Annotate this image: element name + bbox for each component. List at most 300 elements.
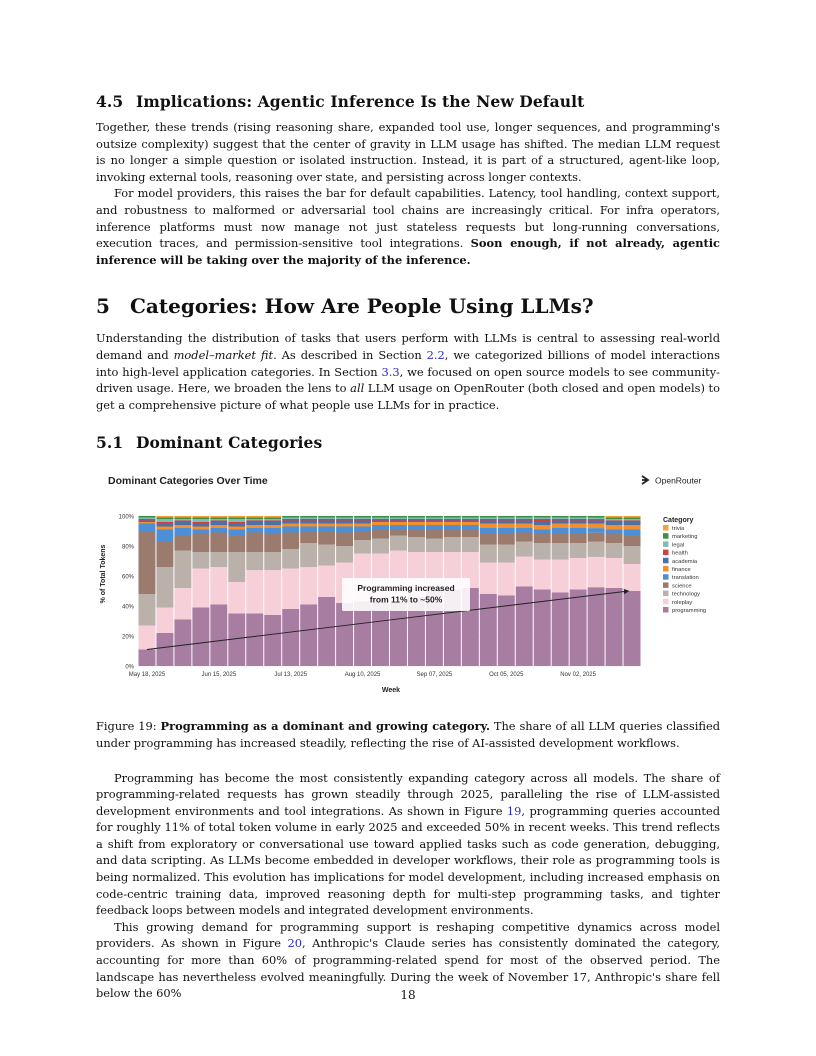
- bar-segment-finance: [228, 527, 245, 530]
- bar-segment-science: [264, 534, 281, 552]
- bar-segment-health: [444, 519, 461, 521]
- bar-segment-academia: [534, 522, 551, 525]
- bar-segment-technology: [408, 537, 425, 552]
- bar-segment-science: [282, 533, 299, 550]
- legend-item-academia: academia: [672, 559, 698, 566]
- bar-segment-health: [139, 519, 156, 521]
- bar-segment-legal: [174, 519, 191, 521]
- bar-segment-science: [516, 533, 533, 542]
- bar-segment-marketing: [156, 518, 173, 520]
- bar-segment-roleplay: [192, 569, 209, 608]
- bar-segment-health: [264, 521, 281, 523]
- bar-segment-marketing: [426, 516, 443, 518]
- bar-segment-marketing: [318, 516, 335, 518]
- bar-segment-legal: [192, 519, 209, 522]
- bar-segment-academia: [408, 521, 425, 523]
- bar-segment-technology: [372, 539, 389, 554]
- bar-segment-technology: [282, 549, 299, 569]
- bar-segment-academia: [462, 521, 479, 523]
- y-tick-label: 20%: [121, 634, 134, 641]
- bar-segment-roleplay: [156, 608, 173, 634]
- bar-segment-translation: [174, 528, 191, 536]
- bar-segment-translation: [318, 527, 335, 532]
- bar-segment-legal: [426, 518, 443, 520]
- bar-segment-legal: [498, 518, 515, 520]
- bar-segment-technology: [174, 551, 191, 589]
- bar-segment-legal: [282, 518, 299, 520]
- bar-segment-marketing: [228, 518, 245, 520]
- legend-swatch: [663, 525, 669, 531]
- bar-segment-academia: [228, 524, 245, 527]
- bar-segment-marketing: [534, 516, 551, 518]
- bar-segment-academia: [192, 524, 209, 527]
- bar-segment-translation: [624, 530, 641, 536]
- chart-svg: [96, 466, 720, 706]
- bar-segment-legal: [300, 518, 317, 520]
- bar-segment-marketing: [480, 516, 497, 518]
- bar-segment-programming: [210, 605, 227, 667]
- bar-segment-legal: [570, 518, 587, 520]
- bar-segment-trivia: [264, 516, 281, 518]
- bar-segment-legal: [372, 518, 389, 520]
- bar-segment-finance: [588, 524, 605, 529]
- bar-segment-finance: [624, 525, 641, 530]
- bar-segment-marketing: [300, 516, 317, 518]
- bar-segment-legal: [318, 518, 335, 520]
- bar-segment-science: [372, 530, 389, 539]
- bar-segment-programming: [336, 603, 353, 666]
- bar-segment-technology: [444, 537, 461, 552]
- y-axis: [119, 515, 135, 671]
- bar-segment-science: [426, 530, 443, 539]
- bar-segment-marketing: [282, 516, 299, 518]
- bar-segment-roleplay: [552, 560, 569, 593]
- bar-segment-technology: [534, 543, 551, 560]
- bar-segment-health: [390, 519, 407, 521]
- bar-segment-translation: [570, 528, 587, 534]
- bar-segment-finance: [426, 522, 443, 525]
- bar-segment-programming: [570, 590, 587, 667]
- bar-segment-programming: [174, 620, 191, 667]
- bar-segment-finance: [606, 525, 623, 530]
- bar-segment-translation: [408, 525, 425, 530]
- bar-segment-academia: [264, 522, 281, 525]
- bar-segment-finance: [552, 524, 569, 529]
- bar-segment-finance: [480, 524, 497, 529]
- bar-segment-marketing: [570, 516, 587, 518]
- bar-segment-roleplay: [246, 570, 263, 614]
- x-tick-label: Nov 02, 2025: [560, 672, 596, 679]
- bar-segment-health: [318, 519, 335, 521]
- bar-segment-academia: [174, 522, 191, 525]
- bar-segment-translation: [246, 528, 263, 533]
- legend-swatch: [663, 558, 669, 564]
- legend-item-translation: translation: [672, 575, 699, 582]
- bar-segment-academia: [606, 522, 623, 525]
- bar-segment-health: [408, 519, 425, 521]
- bar-segment-health: [426, 519, 443, 521]
- bar-segment-academia: [516, 521, 533, 524]
- bar-segment-translation: [498, 528, 515, 534]
- bar-segment-health: [480, 519, 497, 521]
- bar-segment-technology: [390, 536, 407, 551]
- bar-segment-science: [480, 534, 497, 545]
- bar-segment-marketing: [174, 518, 191, 520]
- y-tick-label: 100%: [118, 514, 134, 521]
- bar-segment-health: [462, 519, 479, 521]
- bar-segment-translation: [426, 525, 443, 530]
- bar-segment-health: [246, 521, 263, 523]
- bar-segment-roleplay: [210, 567, 227, 605]
- bar-segment-science: [246, 533, 263, 553]
- bar-segment-translation: [336, 527, 353, 533]
- bar-segment-science: [534, 534, 551, 543]
- bar-segment-marketing: [390, 516, 407, 518]
- bar-segment-academia: [300, 521, 317, 524]
- page-number: 18: [400, 988, 416, 1002]
- bar-segment-health: [534, 519, 551, 522]
- bar-segment-trivia: [246, 516, 263, 518]
- bar-segment-roleplay: [228, 582, 245, 614]
- bar-segment-roleplay: [174, 588, 191, 620]
- bar-segment-programming: [552, 593, 569, 667]
- bar-segment-technology: [318, 545, 335, 566]
- x-tick-label: Sep 07, 2025: [416, 672, 453, 679]
- bar-segment-academia: [444, 521, 461, 523]
- bar-segment-programming: [192, 608, 209, 667]
- bar-segment-academia: [552, 521, 569, 524]
- bar-segment-academia: [318, 521, 335, 524]
- bar-segment-marketing: [192, 518, 209, 520]
- x-tick-label: May 18, 2025: [128, 672, 166, 679]
- paragraph: This growing demand for programming support is reshaping competitive dynamics across model providers. As shown in Figure 20, Anthropic's Claude series has consistently dominated the category, accounting for more than 60% of programming-related spend for most of the observed period. The landscape has nevertheless evolved meaningfully. During the week of November 17, Anthropic's share fell below the 60%: [96, 919, 721, 1001]
- bar-segment-academia: [156, 524, 173, 527]
- bar-segment-legal: [246, 519, 263, 521]
- bar-segment-roleplay: [480, 563, 497, 595]
- legend-swatch: [663, 607, 669, 613]
- bar-segment-health: [588, 519, 605, 521]
- bar-segment-technology: [354, 540, 371, 554]
- bar-segment-translation: [210, 528, 227, 533]
- bar-segment-academia: [498, 521, 515, 524]
- x-tick-label: Jul 13, 2025: [274, 672, 308, 679]
- bar-segment-marketing: [372, 516, 389, 518]
- brand-label: OpenRouter: [655, 475, 702, 486]
- bar-segment-legal: [480, 518, 497, 520]
- bar-segment-finance: [139, 522, 156, 524]
- bar-segment-translation: [516, 528, 533, 533]
- legend-swatch: [663, 583, 669, 589]
- section-5-1-heading: [96, 433, 720, 452]
- bar-segment-science: [228, 536, 245, 553]
- figure-caption: Figure 19: Programming as a dominant and growing category. The share of all LLM queries classified under programming has increased steadily, reflecting the rise of AI-assisted development workflows.: [96, 719, 720, 750]
- bar-segment-academia: [372, 521, 389, 523]
- bar-segment-finance: [156, 527, 173, 530]
- bar-segment-translation: [372, 525, 389, 530]
- legend-swatch: [663, 542, 669, 548]
- bar-segment-roleplay: [588, 557, 605, 587]
- bar-segment-programming: [282, 609, 299, 666]
- chart-title: Dominant Categories Over Time: [108, 475, 268, 488]
- y-tick-label: 40%: [121, 604, 134, 611]
- bar-segment-finance: [498, 524, 515, 529]
- bar-segment-roleplay: [570, 558, 587, 590]
- bar-segment-finance: [246, 525, 263, 528]
- bar-segment-academia: [570, 521, 587, 524]
- bar-segment-legal: [390, 518, 407, 520]
- section-4-5-heading: [96, 92, 720, 111]
- bar-segment-science: [462, 530, 479, 538]
- legend-swatch: [663, 566, 669, 572]
- bar-segment-marketing: [408, 516, 425, 518]
- bar-segment-finance: [354, 524, 371, 527]
- bar-segment-translation: [156, 530, 173, 542]
- bar-segment-translation: [534, 530, 551, 535]
- legend-item-technology: technology: [672, 591, 701, 598]
- bar-segment-roleplay: [282, 569, 299, 610]
- bar-segment-legal: [139, 518, 156, 520]
- bar-segment-academia: [336, 521, 353, 524]
- bar-segment-finance: [300, 524, 317, 527]
- x-axis-label: Week: [381, 687, 401, 695]
- paper-page: [96, 92, 720, 1002]
- bar-segment-translation: [354, 527, 371, 532]
- bar-segment-programming: [246, 614, 263, 667]
- bar-segment-legal: [354, 518, 371, 520]
- bar-segment-health: [192, 522, 209, 524]
- dominant-categories-chart: [96, 466, 720, 706]
- bar-segment-academia: [354, 521, 371, 524]
- legend-title: Category: [663, 517, 694, 525]
- bar-segment-health: [336, 519, 353, 521]
- legend-swatch: [663, 534, 669, 540]
- bar-segment-translation: [552, 528, 569, 534]
- bar-segment-marketing: [462, 516, 479, 518]
- bar-segment-science: [192, 534, 209, 552]
- bar-segment-programming: [264, 615, 281, 666]
- bar-segment-technology: [228, 552, 245, 582]
- paragraph: Programming has become the most consistently expanding category across all models. The share of programming-related requests has grown steadily through 2025, paralleling the rise of LLM-assisted development environments and tool integrations. As shown in Figure 19, programming queries accounted for roughly 11% of total token volume in early 2025 and exceeded 50% in recent weeks. This trend reflects a shift from exploratory or conversational use toward applied tasks such as code generation, debugging, and data scripting. As LLMs become embedded in developer workflows, their role as programming tools is being normalized. This evolution has implications for model development, including increased emphasis on code-centric training data, improved reasoning depth for multi-step programming tasks, and tighter feedback loops between models and integrated development environments.: [96, 770, 721, 918]
- annotation-text: Programming increased: [357, 583, 455, 594]
- figure-ref-link[interactable]: 19: [506, 803, 522, 818]
- bar-segment-technology: [139, 594, 156, 626]
- bar-segment-academia: [480, 521, 497, 524]
- bar-segment-translation: [282, 527, 299, 533]
- bar-segment-academia: [426, 521, 443, 523]
- bar-segment-programming: [318, 597, 335, 666]
- section-title: Categories: How Are People Using LLMs?: [130, 294, 594, 319]
- bar-segment-translation: [588, 528, 605, 533]
- bar-segment-translation: [139, 524, 156, 532]
- bar-segment-technology: [480, 545, 497, 563]
- y-tick-label: 80%: [121, 544, 134, 551]
- bar-segment-science: [588, 533, 605, 542]
- legend-item-programming: programming: [672, 608, 707, 615]
- annotation-text: from 11% to ~50%: [369, 594, 443, 605]
- bar-segment-technology: [246, 552, 263, 570]
- bar-segment-science: [390, 530, 407, 536]
- bar-segment-trivia: [192, 516, 209, 518]
- legend-swatch: [663, 591, 669, 597]
- bar-segment-health: [516, 519, 533, 521]
- bar-segment-science: [624, 536, 641, 547]
- bar-segment-programming: [624, 591, 641, 666]
- bar-segment-marketing: [336, 516, 353, 518]
- bar-segment-health: [372, 519, 389, 521]
- x-axis: [129, 672, 597, 678]
- bar-segment-academia: [624, 522, 641, 525]
- bar-segment-marketing: [606, 518, 623, 520]
- bar-segment-finance: [318, 524, 335, 527]
- legend-item-science: science: [672, 583, 692, 590]
- bar-segment-health: [174, 521, 191, 523]
- bar-segment-legal: [516, 518, 533, 520]
- legend-item-trivia: trivia: [672, 526, 685, 533]
- bar-segment-legal: [552, 518, 569, 520]
- openrouter-logo-icon: [642, 476, 648, 484]
- bar-segment-academia: [246, 522, 263, 525]
- bar-segment-marketing: [354, 516, 371, 518]
- bar-segment-finance: [462, 522, 479, 525]
- bar-segment-science: [354, 531, 371, 540]
- bar-segment-science: [570, 534, 587, 543]
- bar-segment-roleplay: [139, 626, 156, 650]
- bar-segment-science: [156, 542, 173, 568]
- bar-segment-translation: [264, 528, 281, 534]
- bar-segment-science: [444, 530, 461, 538]
- bar-segment-programming: [300, 605, 317, 667]
- bar-segment-marketing: [246, 518, 263, 520]
- bar-segment-science: [174, 536, 191, 551]
- bar-segment-science: [318, 531, 335, 545]
- bar-segment-health: [624, 521, 641, 523]
- bar-segment-health: [570, 519, 587, 521]
- bar-segment-finance: [174, 525, 191, 528]
- bar-segment-academia: [390, 521, 407, 523]
- legend-item-health: health: [672, 550, 688, 557]
- bar-segment-legal: [336, 518, 353, 520]
- bar-segment-trivia: [606, 516, 623, 518]
- bar-segment-roleplay: [264, 570, 281, 615]
- bar-segment-finance: [264, 525, 281, 528]
- bar-segment-translation: [192, 530, 209, 535]
- bar-segment-legal: [210, 519, 227, 521]
- legend-swatch: [663, 550, 669, 556]
- y-axis-label: % of Total Tokens: [100, 544, 107, 604]
- bar-segment-technology: [552, 543, 569, 560]
- bar-segment-legal: [534, 518, 551, 520]
- bar-segment-science: [498, 534, 515, 545]
- bar-segment-academia: [282, 521, 299, 524]
- bar-segment-finance: [210, 525, 227, 528]
- bar-segment-technology: [264, 552, 281, 570]
- paragraph: For model providers, this raises the bar for default capabilities. Latency, tool handling, context support, and robustness to malformed or adversarial tool chains are increasingly critical. For infra operators, inference platforms must now manage not just stateless requests but long-running conversations, execution traces, and permission-sensitive tool integrations. Soon enough, if not already, agentic inference will be taking over the majority of the inference.: [96, 186, 720, 267]
- bar-segment-academia: [139, 521, 156, 523]
- bar-segment-finance: [192, 527, 209, 530]
- bar-segment-science: [552, 534, 569, 543]
- bar-segment-translation: [444, 525, 461, 530]
- bar-segment-translation: [606, 530, 623, 535]
- legend-swatch: [663, 575, 669, 581]
- bar-segment-technology: [462, 537, 479, 552]
- bar-segment-finance: [282, 524, 299, 527]
- section-number: 5: [96, 294, 110, 319]
- bar-segment-legal: [408, 518, 425, 520]
- bar-segment-programming: [139, 650, 156, 667]
- bar-segment-finance: [372, 522, 389, 525]
- bar-segment-programming: [354, 602, 371, 667]
- bar-segment-finance: [570, 524, 587, 529]
- bar-segment-roleplay: [624, 564, 641, 591]
- bar-segment-academia: [588, 521, 605, 524]
- y-tick-label: 0%: [125, 664, 134, 671]
- bold-claim: Soon enough, if not already, agentic inference will be taking over the majority of the inference.: [96, 236, 720, 267]
- bar-segment-programming: [480, 594, 497, 666]
- paragraph: Together, these trends (rising reasoning share, expanded tool use, longer sequences, and programming's outsize complexity) suggest that the center of gravity in LLM usage has shifted. The median LLM request is no longer a simple question or isolated instruction. Instead, it is part of a structured, agent-like loop, invoking external tools, reasoning over state, and persisting across longer contexts.: [96, 120, 720, 184]
- bar-segment-health: [210, 521, 227, 523]
- legend-swatch: [663, 599, 669, 605]
- legend-item-marketing: marketing: [672, 534, 698, 541]
- figure-ref-link[interactable]: 20: [287, 936, 302, 951]
- bar-segment-marketing: [498, 516, 515, 518]
- bar-segment-trivia: [228, 516, 245, 518]
- bar-segment-roleplay: [606, 558, 623, 588]
- bar-segment-science: [139, 531, 156, 594]
- bar-segment-legal: [588, 518, 605, 520]
- legend: [663, 517, 706, 614]
- bar-segment-technology: [606, 543, 623, 558]
- legend-item-finance: finance: [672, 567, 691, 574]
- bar-segment-legal: [462, 518, 479, 520]
- bar-segment-health: [354, 519, 371, 521]
- bar-segment-marketing: [624, 518, 641, 520]
- bar-segment-technology: [624, 546, 641, 564]
- bar-segment-marketing: [210, 518, 227, 520]
- section-ref-link[interactable]: 2.2: [426, 347, 445, 362]
- bar-segment-legal: [624, 519, 641, 521]
- bar-segment-marketing: [264, 518, 281, 520]
- bar-segment-trivia: [210, 516, 227, 518]
- bar-segment-technology: [516, 542, 533, 557]
- bar-segment-marketing: [139, 516, 156, 518]
- bar-segment-roleplay: [534, 560, 551, 590]
- bar-segment-technology: [210, 552, 227, 567]
- bar-segment-health: [552, 519, 569, 521]
- bar-segment-marketing: [444, 516, 461, 518]
- bar-segment-legal: [606, 519, 623, 521]
- bar-segment-health: [498, 519, 515, 521]
- bar-segment-roleplay: [498, 563, 515, 596]
- bar-segment-translation: [480, 528, 497, 534]
- bar-segment-legal: [264, 519, 281, 521]
- paragraph: Understanding the distribution of tasks that users perform with LLMs is central to assessing real-world demand and model–market fit. As described in Section 2.2, we categorized billions of model interactions into high-level application categories. In Section 3.3, we focused on open source models to see community-driven usage. Here, we broaden the lens to all LLM usage on OpenRouter (both closed and open models) to get a comprehensive picture of what people use LLMs for in practice.: [96, 331, 720, 412]
- section-title: Dominant Categories: [136, 433, 323, 453]
- section-ref-link[interactable]: 3.3: [381, 364, 400, 379]
- bar-segment-science: [408, 530, 425, 538]
- bar-segment-legal: [228, 519, 245, 522]
- bar-segment-health: [282, 519, 299, 521]
- bar-segment-translation: [390, 525, 407, 530]
- bar-segment-translation: [462, 525, 479, 530]
- bar-segment-technology: [156, 567, 173, 608]
- bar-segment-health: [300, 519, 317, 521]
- bar-segment-technology: [588, 542, 605, 557]
- bar-segment-programming: [156, 633, 173, 666]
- bar-segment-technology: [498, 545, 515, 563]
- bar-segment-trivia: [156, 516, 173, 518]
- bar-segment-finance: [408, 522, 425, 525]
- bar-segment-marketing: [516, 516, 533, 518]
